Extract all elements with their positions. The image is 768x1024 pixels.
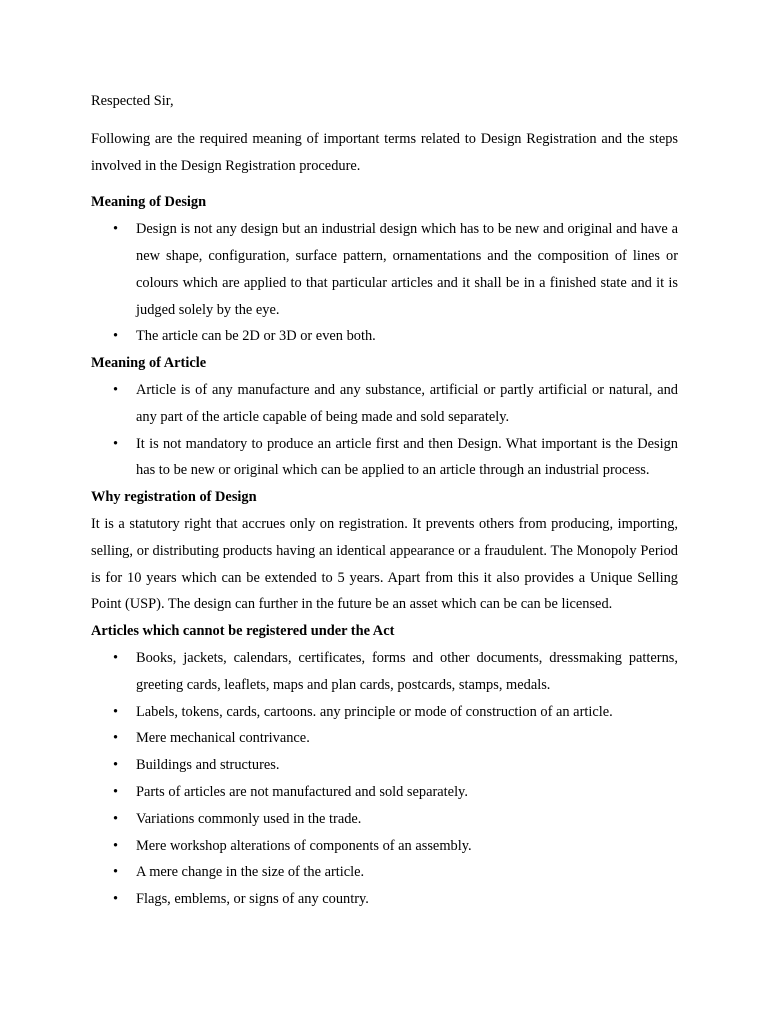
- list-item: • Books, jackets, calendars, certificates, forms and other documents, dressmaking patterns, greeting cards, leaflets, maps and plan cards, postcards, stamps, medals.: [91, 645, 678, 699]
- bullet-icon: •: [113, 783, 119, 800]
- bullet-icon: •: [113, 730, 119, 747]
- list-item: • Design is not any design but an industrial design which has to be new and original and have a new shape, configuration, surface pattern, ornamentations and the composition of lines or colours which are applied to that particular articles and it shall be in a finished state and it is judged solely by the eye.: [91, 216, 678, 323]
- bullet-icon: •: [113, 703, 119, 720]
- bullet-icon: •: [113, 810, 119, 827]
- bullet-icon: •: [113, 381, 119, 398]
- salutation: Respected Sir,: [91, 93, 174, 109]
- why-registration-paragraph: It is a statutory right that accrues only on registration. It prevents others from producing, importing, selling, or distributing products having an identical appearance or a fraudulent. The Monopoly Period is for 10 years which can be extended to 5 years. Apart from this it also provides a Unique Selling Point (USP). The design can further in the future be an asset which can be can be licensed.: [91, 515, 678, 613]
- heading-why-registration: Why registration of Design: [91, 489, 257, 506]
- list-item: • Article is of any manufacture and any substance, artificial or partly artificial or natural, and any part of the article capable of being made and sold separately.: [91, 377, 678, 431]
- heading-meaning-of-article: Meaning of Article: [91, 355, 207, 372]
- bullet-icon: •: [113, 891, 119, 908]
- heading-excluded-articles: Articles which cannot be registered under the Act: [91, 623, 395, 640]
- list-item: • Parts of articles are not manufactured and sold separately.: [91, 779, 678, 806]
- excluded-list: [91, 645, 678, 913]
- list-item: • Mere workshop alterations of components of an assembly.: [91, 833, 678, 860]
- bullet-icon: •: [113, 837, 119, 854]
- list-item: • It is not mandatory to produce an article first and then Design. What important is the Design has to be new or original which can be applied to an article through an industrial process.: [91, 431, 678, 485]
- bullet-icon: •: [113, 649, 119, 666]
- list-item: • Mere mechanical contrivance.: [91, 725, 678, 752]
- list-item: • A mere change in the size of the article.: [91, 859, 678, 886]
- bullet-icon: •: [113, 328, 119, 345]
- intro-paragraph: Following are the required meaning of important terms related to Design Registration and the steps involved in the Design Registration procedure.: [91, 130, 678, 174]
- article-list: [91, 377, 678, 484]
- list-item: • The article can be 2D or 3D or even both.: [91, 323, 678, 350]
- list-item: • Flags, emblems, or signs of any country.: [91, 886, 678, 913]
- bullet-icon: •: [113, 864, 119, 881]
- heading-meaning-of-design: Meaning of Design: [91, 194, 207, 211]
- list-item: • Buildings and structures.: [91, 752, 678, 779]
- list-item: • Variations commonly used in the trade.: [91, 806, 678, 833]
- design-list: [91, 216, 678, 350]
- bullet-icon: •: [113, 435, 119, 452]
- list-item: • Labels, tokens, cards, cartoons. any principle or mode of construction of an article.: [91, 699, 678, 726]
- bullet-icon: •: [113, 221, 119, 238]
- bullet-icon: •: [113, 757, 119, 774]
